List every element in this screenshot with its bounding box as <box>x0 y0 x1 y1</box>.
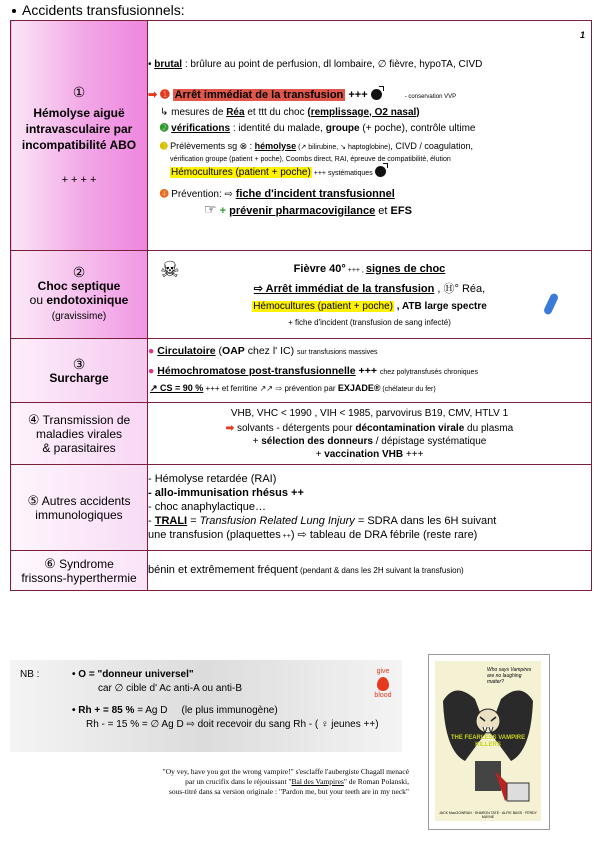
row-content-choc-septique <box>148 251 592 339</box>
stop-line: ⇨ Arrêt immédiat de la transfusion , Ⓗ° Réa, <box>253 282 486 295</box>
universal-donor-detail: car ∅ cible d' Ac anti-A ou anti-B <box>98 683 243 694</box>
row-content-surcharge <box>148 339 592 403</box>
row-label-choc-septique: ② Choc septique ou endotoxinique (gravissime) <box>11 251 148 339</box>
pointing-hand-icon: ☞ <box>204 200 217 217</box>
row-content-transmission <box>148 403 592 465</box>
virus-list: VHB, VHC < 1990 , VIH < 1985, parvovirus B19, CMV, HTLV 1 <box>230 407 509 419</box>
nb-box <box>10 660 402 752</box>
row-title: Hémolyse aiguë intravasculaire par incompatibilité ABO <box>21 105 137 152</box>
arrow-right-icon: ➡ <box>225 422 235 434</box>
blood-drop-icon <box>377 677 389 691</box>
poster-credits: JACK MacGOWRAN · SHARON TATE · ALFIE BASS · FERDY MAYNE <box>438 811 537 819</box>
nb-label: NB : <box>20 669 40 680</box>
pharmaco-line: ☞ + prévenir pharmacovigilance et EFS <box>204 200 412 217</box>
fiche-line: + fiche d'incident (transfusion de sang infecté) <box>288 317 451 327</box>
table-row <box>11 21 592 251</box>
rh-negative-line: Rh - = 15 % = ∅ Ag D ⇨ doit recevoir du sang Rh - ( ♀ jeunes ++) <box>86 719 379 730</box>
brutal-line: • brutal : brûlure au point de perfusion, dl lombaire, ∅ fièvre, hypoTA, CIVD <box>148 58 483 70</box>
poster-image <box>435 661 541 821</box>
hemocultures-line: Hémocultures (patient + poche) , ATB large spectre <box>253 300 487 312</box>
row-number: ② <box>72 264 86 280</box>
prelevements-line: ➌ Prélèvements sg ⊗ : hémolyse (↗ bilirubine, ↘ haptoglobine), CIVD / coagulation, <box>160 140 473 151</box>
rh-positive-line: • Rh + = 85 % = Ag D (le plus immunogène) <box>72 705 278 716</box>
page-title <box>12 2 185 18</box>
row-label-hemolyse <box>11 21 148 251</box>
row-title: Surcharge <box>49 370 109 385</box>
poster-tagline: Who says Vampires are no laughing matter? <box>487 667 532 685</box>
give-blood-logo: give blood <box>374 668 392 699</box>
vaccination-line: + vaccination VHB +++ <box>315 448 424 460</box>
arrow-right-icon: ➡ <box>148 88 158 101</box>
row-label-surcharge <box>11 339 148 403</box>
row-subtitle: (gravissime) <box>51 311 107 322</box>
solvants-line: ➡ solvants - détergents pour décontamination virale du plasma <box>225 422 514 434</box>
bomb-icon <box>371 89 382 100</box>
circulatoire-line: ● Circulatoire (OAP chez l' IC) sur transfusions massives <box>148 345 378 357</box>
table-row <box>11 339 592 403</box>
list-item: - choc anaphylactique… <box>148 500 267 513</box>
verifications-line: ➋ vérifications : identité du malade, groupe (+ poche), contrôle ultime <box>160 122 476 134</box>
fever-line: Fièvre 40° +++ , signes de choc <box>293 262 446 275</box>
bomb-icon <box>375 166 386 177</box>
table-row <box>11 251 592 339</box>
hemocultures-line: Hémocultures (patient + poche) +++ systématiques <box>148 166 591 180</box>
list-item: - allo-immunisation rhésus ++ <box>148 486 304 499</box>
row-title: Choc septique <box>37 279 121 293</box>
poster-title: THE FEARLESS VAMPIRE KILLERS <box>450 735 526 748</box>
row-number: ③ <box>72 355 86 372</box>
row-content-immunologiques <box>148 465 592 551</box>
plus-icon: + <box>219 204 227 217</box>
ferritine-line: ↗ CS = 90 % +++ et ferritine ↗↗ ⇨ prévention par EXJADE® (chélateur du fer) <box>150 383 436 393</box>
row-label-transmission: ④ Transmission de maladies virales & parasitaires <box>11 403 148 465</box>
accidents-table <box>10 20 592 591</box>
table-row <box>11 551 592 591</box>
row-number: ① <box>72 83 86 100</box>
severity-level: + + + + <box>61 173 97 186</box>
page-marker: 1 <box>579 30 585 40</box>
list-item: - Hémolyse retardée (RAI) <box>148 472 277 485</box>
hemochromatose-line: ● Hémochromatose post-transfusionnelle +++ chez polytransfusés chroniques <box>148 365 478 377</box>
movie-poster <box>428 654 550 830</box>
poster-caption: "Oy vey, have you got the wrong vampire!" s'esclaffe l'aubergiste Chagall menacé par un crucifix dans le réjouissant "Bal des Vampires" de Roman Polanski, sous-titré dans sa version originale : "Pardon me, but your teeth are in my neck" <box>162 767 409 796</box>
row-label-immunologiques: ⑤ Autres accidents immunologiques <box>11 465 148 551</box>
skull-icon: ☠ <box>160 257 180 282</box>
list-item: - TRALI = Transfusion Related Lung Injury = SDRA dans les 6H suivant <box>148 514 497 527</box>
verification-detail: vérification groupe (patient + poche), Coombs direct, RAI, épreuve de compatibilité, élution <box>170 155 451 163</box>
row-content-hemolyse <box>148 21 592 251</box>
bullet-icon <box>12 9 16 13</box>
universal-donor-line: • O = "donneur universel" <box>72 669 194 680</box>
table-row <box>11 465 592 551</box>
row-content-frissons: bénin et extrêmement fréquent (pendant & dans les 2H suivant la transfusion) <box>148 551 592 591</box>
selection-line: + sélection des donneurs / dépistage systématique <box>252 435 487 447</box>
list-item: une transfusion (plaquettes ++) ⇨ tableau de DRA fébrile (reste rare) <box>148 528 478 541</box>
table-row <box>11 403 592 465</box>
bullet-icon: ● <box>148 345 155 357</box>
stop-line: ➡ ➊ Arrêt immédiat de la transfusion +++ - conservation VVP <box>148 88 457 101</box>
prevention-line: ➍ Prévention: ⇨ fiche d'incident transfusionnel <box>160 187 395 200</box>
row-label-frissons: ⑥ Syndrome frissons-hyperthermie <box>11 551 148 591</box>
page-title-text: Accidents transfusionnels: <box>22 2 185 18</box>
rea-line: ↳ mesures de Réa et ttt du choc (remplissage, O2 nasal) <box>160 106 420 118</box>
bullet-icon: ● <box>148 365 155 377</box>
